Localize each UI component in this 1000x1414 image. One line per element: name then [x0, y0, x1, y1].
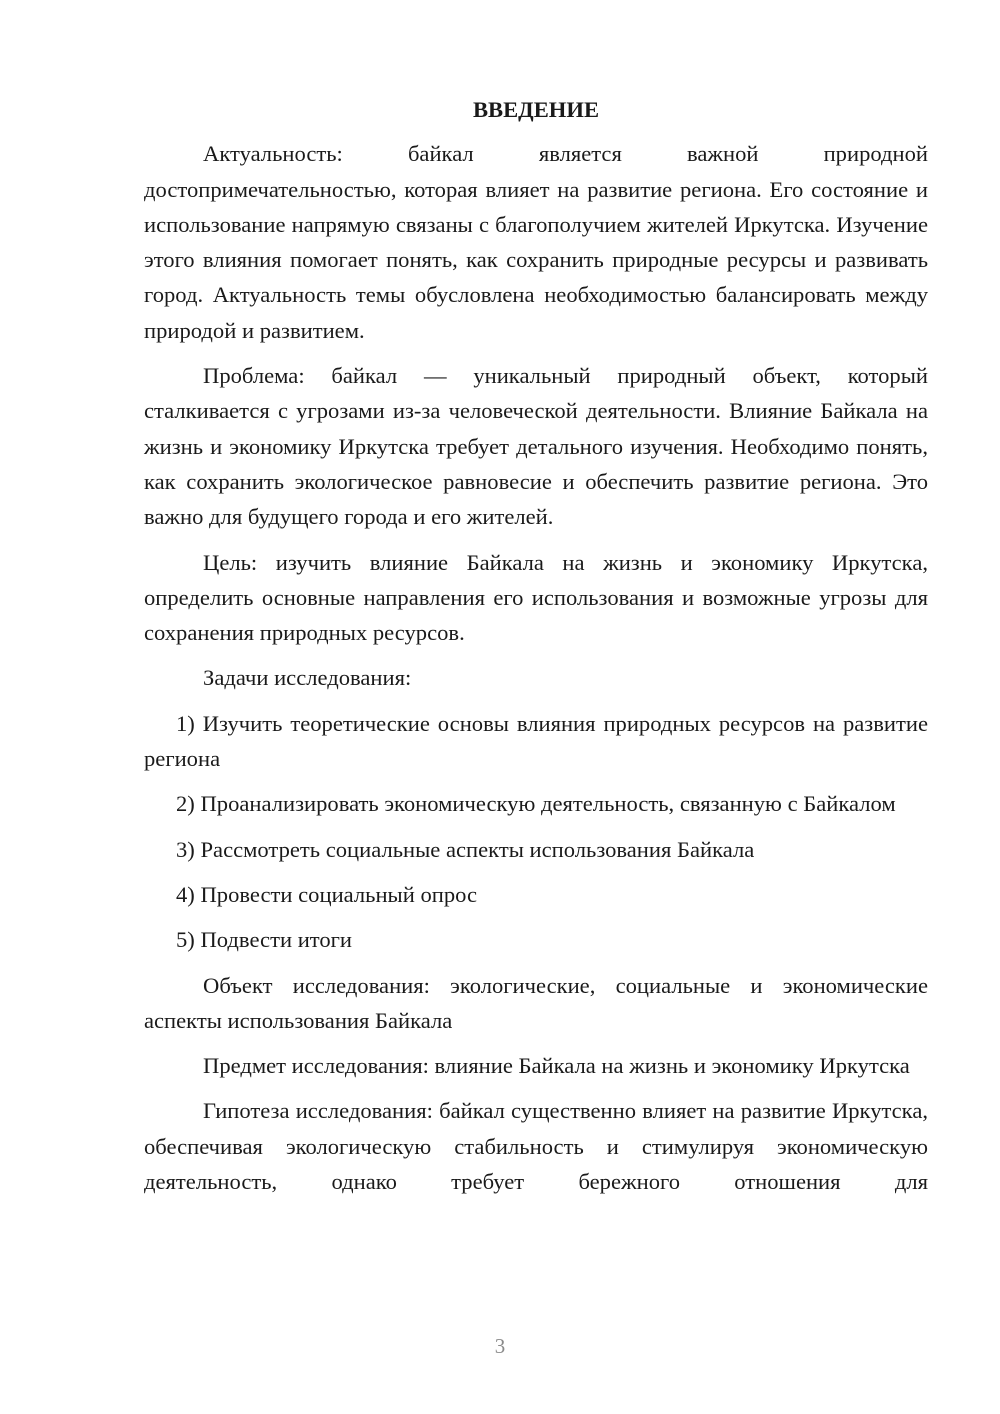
paragraph-problem: Проблема: байкал — уникальный природный объект, который сталкивается с угрозами из-за человеческой деятельности. Влияние Байкала на жизнь и экономику Иркутска требует детального изучения. Необходимо понять, как сохранить экологическое равновесие и обеспечить развитие региона. Это важно для будущего города и его жителей. [144, 363, 928, 530]
paragraph-object: Объект исследования: экологические, социальные и экономические аспекты использования Байкала [144, 972, 928, 1033]
paragraph-hypothesis: Гипотеза исследования: байкал существенно влияет на развитие Иркутска, обеспечивая экологическую стабильность и стимулируя экономическую деятельность, однако требует бережного отношения для [144, 1098, 928, 1195]
paragraph-subject: Предмет исследования: влияние Байкала на жизнь и экономику Иркутска [203, 1053, 910, 1079]
page-title: ВВЕДЕНИЕ [472, 97, 600, 122]
paragraph-relevance: Актуальность: байкал является важной природной достопримечательностью, которая влияет на развитие региона. Его состояние и использование напрямую связаны с благополучием жителей Иркутска. Изучение этого влияния помогает понять, как сохранить природные ресурсы и развивать город. Актуальность темы обусловлена необходимостью балансировать между природой и развитием. [144, 141, 928, 343]
list-item: 1) Изучить теоретические основы влияния природных ресурсов на развитие региона [144, 710, 928, 772]
document-page [144, 92, 928, 1209]
page-number: 3 [494, 1334, 506, 1358]
list-item: 4) Провести социальный опрос [176, 881, 478, 907]
tasks-list [144, 706, 928, 958]
paragraph-goal: Цель: изучить влияние Байкала на жизнь и экономику Иркутска, определить основные направления его использования и возможные угрозы для сохранения природных ресурсов. [144, 549, 928, 646]
list-item: 2) Проанализировать экономическую деятельность, связанную с Байкалом [176, 791, 896, 817]
list-item: 5) Подвести итоги [176, 927, 353, 953]
list-item: 3) Рассмотреть социальные аспекты использования Байкала [176, 836, 755, 862]
tasks-heading: Задачи исследования: [203, 665, 412, 691]
